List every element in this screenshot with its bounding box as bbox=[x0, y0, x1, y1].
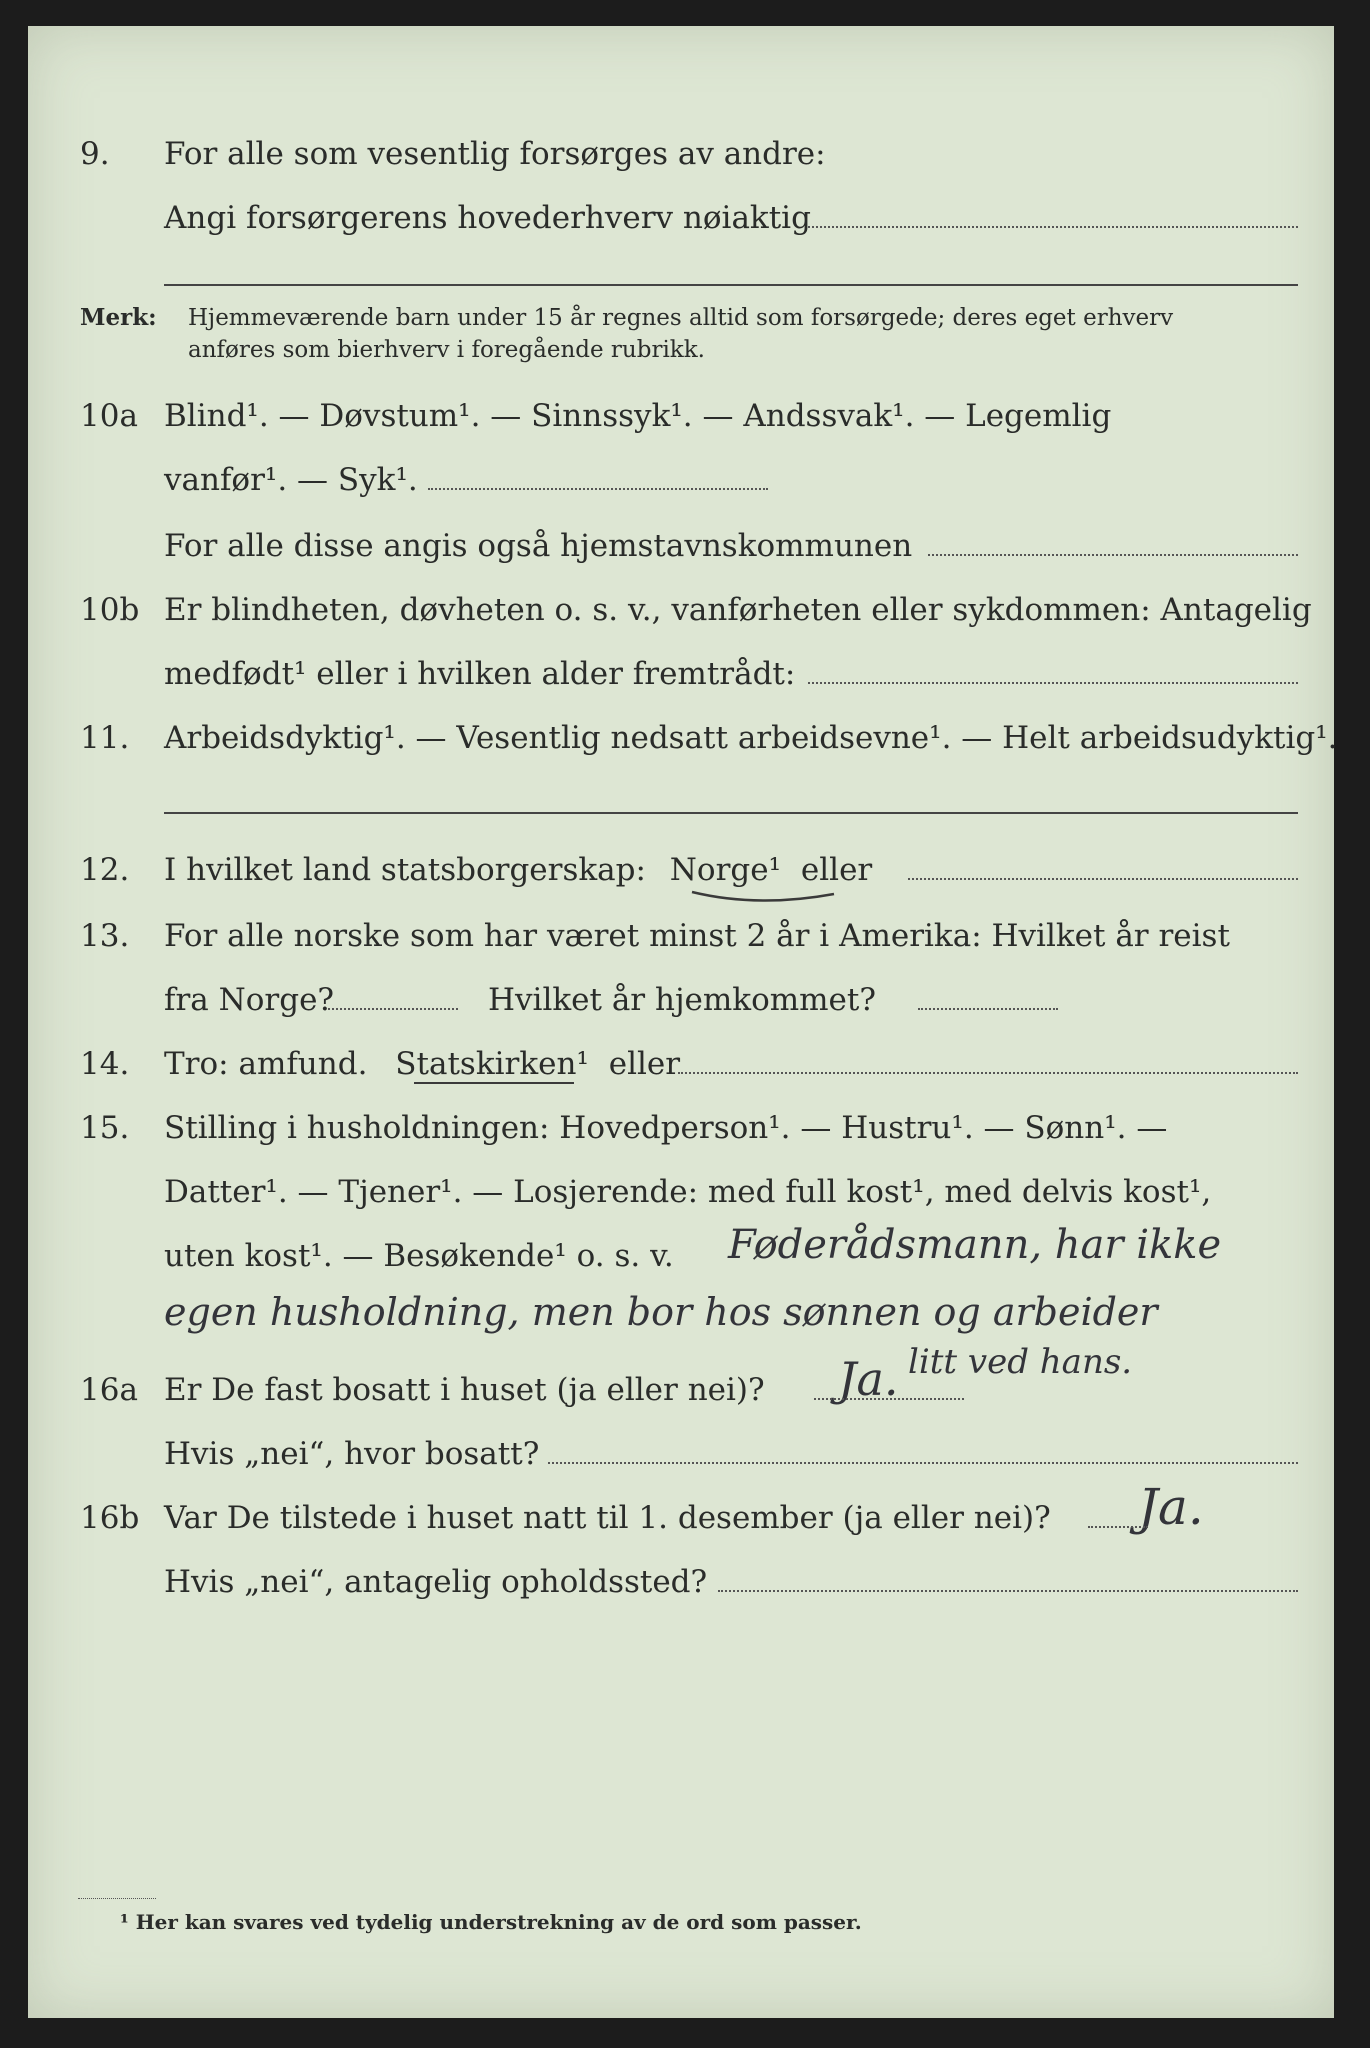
q14-statskirken-underline bbox=[414, 1082, 574, 1084]
q12-norge-underline bbox=[688, 886, 838, 908]
q14-suffix: eller bbox=[608, 1046, 681, 1082]
q16a-answer-line bbox=[814, 1398, 964, 1400]
q14-prefix: Tro: amfund. bbox=[164, 1046, 368, 1082]
census-form-page bbox=[28, 26, 1338, 2018]
q13-reist-line bbox=[328, 1008, 458, 1010]
q12-number: 12. bbox=[80, 852, 130, 888]
q10a-kommune-line bbox=[928, 554, 1298, 556]
q9-line1: For alle som vesentlig forsørges av andre: bbox=[164, 136, 826, 172]
merk-line2: anføres som bierhverv i foregående rubrikk. bbox=[188, 337, 705, 363]
q16a-line1: Er De fast bosatt i huset (ja eller nei)? bbox=[164, 1372, 765, 1408]
q10b-line2: medfødt¹ eller i hvilken alder fremtrådt: bbox=[164, 656, 796, 692]
q15-line2: Datter¹. — Tjener¹. — Losjerende: med full kost¹, med delvis kost¹, bbox=[164, 1174, 1212, 1210]
q10a-line3: For alle disse angis også hjemstavnskommunen bbox=[164, 528, 913, 564]
q10b-answer-line bbox=[808, 682, 1298, 684]
q13-hjemkommet-line bbox=[918, 1008, 1058, 1010]
footnote: ¹ Her kan svares ved tydelig understrekning av de ord som passer. bbox=[120, 1910, 862, 1934]
q15-answer-line1: Føderådsmann, har ikke bbox=[728, 1222, 1222, 1268]
q12-option-norge[interactable]: Norge¹ bbox=[669, 852, 782, 888]
q9-answer-line bbox=[808, 226, 1298, 228]
q12-prefix: I hvilket land statsborgerskap: bbox=[164, 852, 646, 888]
q13-line2b: Hvilket år hjemkommet? bbox=[488, 982, 876, 1018]
q12-suffix: eller bbox=[800, 852, 873, 888]
q16a-number: 16a bbox=[80, 1372, 138, 1408]
q13-line1: For alle norske som har været minst 2 år i Amerika: Hvilket år reist bbox=[164, 918, 1230, 954]
q10b-number: 10b bbox=[80, 592, 140, 628]
q16b-line1: Var De tilstede i huset natt til 1. desember (ja eller nei)? bbox=[164, 1500, 1051, 1536]
q12-answer-line bbox=[908, 878, 1298, 880]
q16b-number: 16b bbox=[80, 1500, 140, 1536]
q12-line bbox=[164, 850, 872, 890]
q10a-line2: vanfør¹. — Syk¹. bbox=[164, 462, 418, 498]
q14-option-statskirken[interactable]: Statskirken¹ bbox=[395, 1046, 589, 1082]
q11-line1: Arbeidsdyktig¹. — Vesentlig nedsatt arbeidsevne¹. — Helt arbeidsudyktig¹. bbox=[164, 720, 1338, 756]
q9-line2: Angi forsørgerens hovederhverv nøiaktig bbox=[164, 200, 811, 236]
q16a-answer: Ja. bbox=[838, 1352, 899, 1406]
q16a-line2: Hvis „nei“, hvor bosatt? bbox=[164, 1436, 540, 1472]
q16b-line2: Hvis „nei“, antagelig opholdssted? bbox=[164, 1564, 708, 1600]
q16b-answer: Ja. bbox=[1138, 1478, 1204, 1536]
q10b-line1: Er blindheten, døvheten o. s. v., vanførheten eller sykdommen: Antagelig bbox=[164, 592, 1312, 628]
q14-number: 14. bbox=[80, 1046, 130, 1082]
q15-line3: uten kost¹. — Besøkende¹ o. s. v. bbox=[164, 1238, 674, 1274]
q16b-opholdssted-line bbox=[718, 1590, 1298, 1592]
merk-line1: Hjemmeværende barn under 15 år regnes alltid som forsørgede; deres eget erhverv bbox=[188, 305, 1174, 331]
q15-answer-line2: egen husholdning, men bor hos sønnen og arbeider bbox=[164, 1290, 1158, 1334]
q13-number: 13. bbox=[80, 918, 130, 954]
q9-rule bbox=[164, 284, 1298, 286]
merk-label: Merk: bbox=[80, 304, 157, 331]
q10a-number: 10a bbox=[80, 398, 138, 434]
footnote-rule bbox=[78, 1898, 156, 1899]
q13-line2a: fra Norge? bbox=[164, 982, 335, 1018]
q16b-answer-line bbox=[1088, 1526, 1148, 1528]
q10a-syk-line bbox=[428, 488, 768, 490]
q14-answer-line bbox=[678, 1072, 1298, 1074]
q10a-line1: Blind¹. — Døvstum¹. — Sinnssyk¹. — Andssvak¹. — Legemlig bbox=[164, 398, 1112, 434]
q11-rule bbox=[164, 812, 1298, 814]
q15-answer-line3: litt ved hans. bbox=[908, 1342, 1133, 1382]
q14-line bbox=[164, 1044, 680, 1084]
q15-number: 15. bbox=[80, 1110, 130, 1146]
q9-number: 9. bbox=[80, 136, 110, 172]
q11-number: 11. bbox=[80, 720, 130, 756]
q15-line1: Stilling i husholdningen: Hovedperson¹. — Hustru¹. — Sønn¹. — bbox=[164, 1110, 1168, 1146]
q16a-bosatt-line bbox=[548, 1462, 1298, 1464]
